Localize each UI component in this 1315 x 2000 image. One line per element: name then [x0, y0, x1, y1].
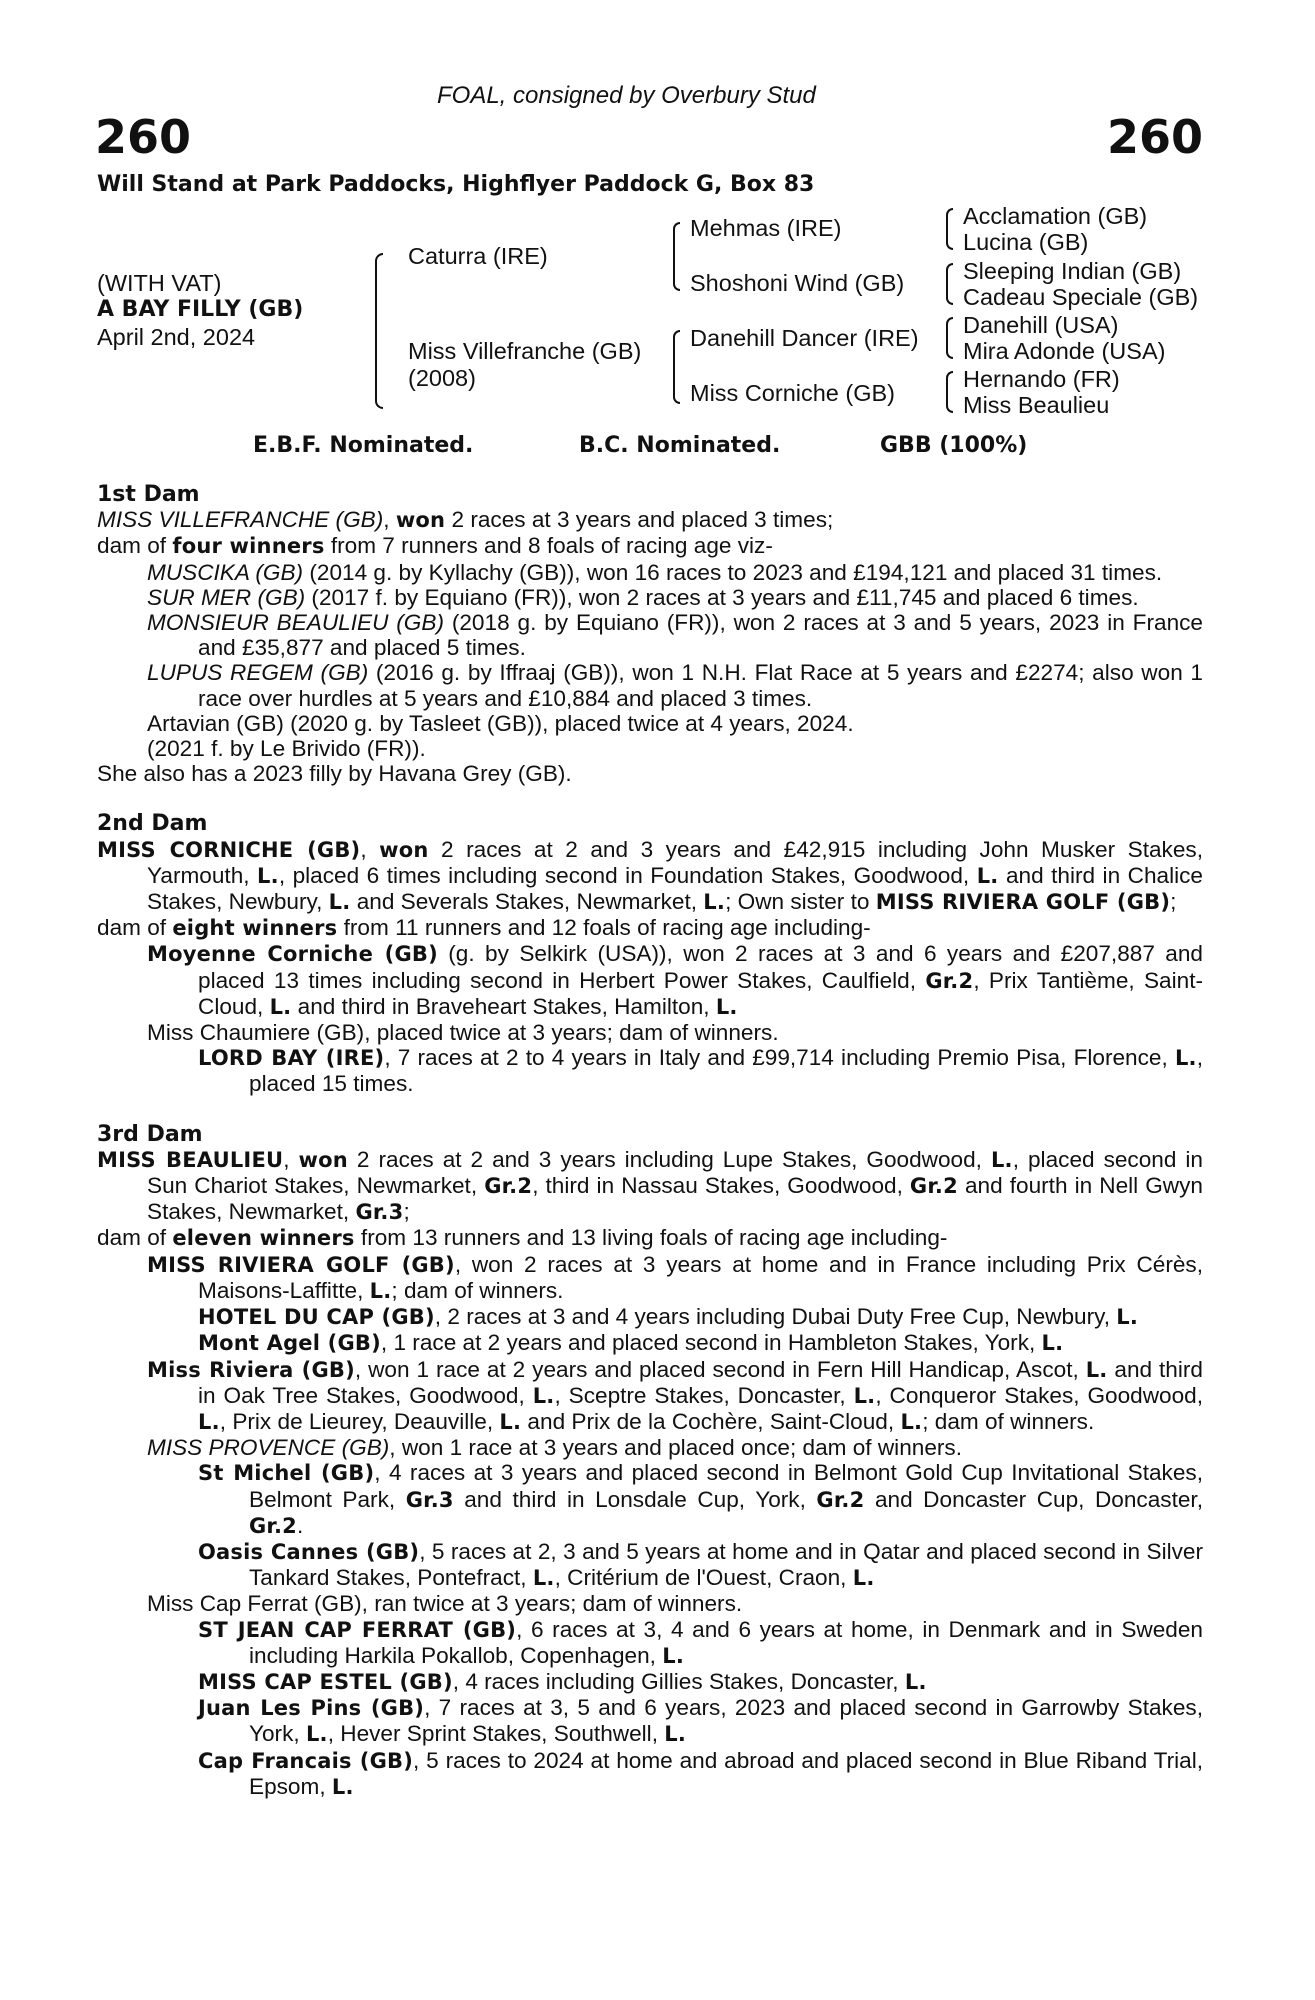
gg-5: Danehill (USA) [963, 312, 1119, 338]
gg-8: Miss Beaulieu [963, 392, 1110, 418]
gg-6: Mira Adonde (USA) [963, 338, 1166, 364]
gg-3: Sleeping Indian (GB) [963, 258, 1182, 284]
brace-sire [673, 222, 680, 291]
gg-1: Acclamation (GB) [963, 203, 1148, 229]
section-heading-2nd-dam: 2nd Dam [97, 811, 208, 837]
produce-entry: LUPUS REGEM (GB) (2016 g. by Iffraaj (GB)), won 1 N.H. Flat Race at 5 years and £2274; also won 1 race over hurdles at 5 years and £10,884 and placed 3 times. [147, 660, 1203, 711]
dam-entry: MISS BEAULIEU, won 2 races at 2 and 3 years including Lupe Stakes, Goodwood, L., placed second in Sun Chariot Stakes, Newmarket, Gr.2, third in Nassau Stakes, Goodwood, Gr.2 and fourth in Nell Gwyn Stakes, Newmarket, Gr.3; [97, 1146, 1203, 1225]
grand-produce-entry: Mont Agel (GB), 1 race at 2 years and placed second in Hambleton Stakes, York, L. [198, 1330, 1064, 1356]
gg-4: Cadeau Speciale (GB) [963, 284, 1199, 310]
produce-entry: MUSCIKA (GB) (2014 g. by Kyllachy (GB)), won 16 races to 2023 and £194,121 and placed 31 times. [147, 559, 1163, 585]
brace-g1 [946, 208, 953, 250]
section-heading-3rd-dam: 3rd Dam [97, 1121, 203, 1147]
section-heading-1st-dam: 1st Dam [97, 482, 200, 507]
dam-entry: MISS CORNICHE (GB), won 2 races at 2 and 3 years and £42,915 including John Musker Stakes, Yarmouth, L., placed 6 times including second in Foundation Stakes, Goodwood, L. and third in Chalice Stakes, Newbury, L. and Severals Stakes, Newmarket, L.; Own sister to MISS RIVIERA GOLF (GB); [97, 836, 1203, 915]
lot-number-left: 260 [95, 110, 192, 164]
produce-entry: Miss Chaumiere (GB), placed twice at 3 years; dam of winners. [147, 1020, 779, 1046]
dam-entry: MISS VILLEFRANCHE (GB), won 2 races at 3 years and placed 3 times; [97, 507, 834, 533]
brace-g2 [946, 263, 953, 305]
grand-produce-entry: HOTEL DU CAP (GB), 2 races at 3 and 4 years including Dubai Duty Free Cup, Newbury, L. [198, 1304, 1139, 1330]
dam-dam: Miss Corniche (GB) [690, 380, 896, 406]
dam-produce-summary: dam of eleven winners from 13 runners and 13 living foals of racing age including- [97, 1225, 948, 1251]
dam-year: (2008) [408, 365, 476, 391]
grand-produce-entry: ST JEAN CAP FERRAT (GB), 6 races at 3, 4 and 6 years at home, in Denmark and in Sweden including Harkila Pokallob, Copenhagen, L. [198, 1616, 1203, 1668]
brace-gen1 [375, 253, 383, 409]
dam-sire: Danehill Dancer (IRE) [690, 325, 919, 351]
grand-produce-entry: St Michel (GB), 4 races at 3 years and placed second in Belmont Gold Cup Invitational Stakes, Belmont Park, Gr.3 and third in Lonsdale Cup, York, Gr.2 and Doncaster Cup, Doncaster, Gr.2. [198, 1460, 1203, 1538]
grand-produce-entry: Oasis Cannes (GB), 5 races at 2, 3 and 5 years at home and in Qatar and placed second in Silver Tankard Stakes, Pontefract, L., Critérium de l'Ouest, Craon, L. [198, 1538, 1203, 1591]
produce-entry: MONSIEUR BEAULIEU (GB) (2018 g. by Equiano (FR)), won 2 races at 3 and 5 years, 2023 in France and £35,877 and placed 5 times. [147, 610, 1204, 661]
foal-dob: April 2nd, 2024 [97, 324, 256, 350]
gbb-rating: GBB (100%) [880, 433, 1028, 458]
ebf-nomination: E.B.F. Nominated. [253, 433, 474, 458]
grand-produce-entry: LORD BAY (IRE), 7 races at 2 to 4 years in Italy and £99,714 including Premio Pisa, Florence, L., placed 15 times. [198, 1045, 1203, 1097]
vat-label: (WITH VAT) [97, 270, 222, 296]
bc-nomination: B.C. Nominated. [579, 433, 781, 458]
lot-number-right: 260 [1106, 110, 1203, 164]
produce-entry: SUR MER (GB) (2017 f. by Equiano (FR)), won 2 races at 3 years and £11,745 and placed 6 times. [147, 584, 1139, 610]
brace-g4 [946, 371, 953, 413]
sire: Caturra (IRE) [408, 243, 548, 269]
stand-location: Will Stand at Park Paddocks, Highflyer Paddock G, Box 83 [97, 172, 815, 197]
dam: Miss Villefranche (GB) [408, 338, 642, 364]
grand-produce-entry: Juan Les Pins (GB), 7 races at 3, 5 and 6 years, 2023 and placed second in Garrowby Stakes, York, L., Hever Sprint Stakes, Southwell, L. [198, 1695, 1203, 1747]
brace-dam [673, 330, 680, 404]
dam-produce-summary: dam of four winners from 7 runners and 8 foals of racing age viz- [97, 533, 773, 559]
produce-entry: (2021 f. by Le Brivido (FR)). [147, 736, 426, 762]
produce-entry: Moyenne Corniche (GB) (g. by Selkirk (USA)), won 2 races at 3 and 6 years and £207,887 and placed 13 times including second in Herbert Power Stakes, Caulfield, Gr.2, Prix Tantième, Saint-Cloud, L. and third in Braveheart Stakes, Hamilton, L. [147, 941, 1203, 1019]
grand-produce-entry: MISS CAP ESTEL (GB), 4 races including Gillies Stakes, Doncaster, L. [198, 1668, 927, 1694]
sire-sire: Mehmas (IRE) [690, 215, 842, 241]
grand-produce-entry: Cap Francais (GB), 5 races to 2024 at home and abroad and placed second in Blue Riband Trial, Epsom, L. [198, 1747, 1204, 1799]
brace-g3 [946, 317, 953, 359]
sire-dam: Shoshoni Wind (GB) [690, 270, 905, 296]
produce-entry: Miss Cap Ferrat (GB), ran twice at 3 years; dam of winners. [147, 1591, 743, 1617]
gg-2: Lucina (GB) [963, 229, 1089, 255]
foal-name: A BAY FILLY (GB) [97, 297, 304, 322]
produce-entry: Miss Riviera (GB), won 1 race at 2 years and placed second in Fern Hill Handicap, Ascot, L. and third in Oak Tree Stakes, Goodwood, L., Sceptre Stakes, Doncaster, L., Conqueror Stakes, Goodwood, L., Prix de Lieurey, Deauville, L. and Prix de la Cochère, Saint-Cloud, L.; dam of winners. [147, 1356, 1204, 1434]
dam-produce-summary: dam of eight winners from 11 runners and 12 foals of racing age including- [97, 915, 871, 941]
gg-7: Hernando (FR) [963, 366, 1120, 392]
produce-entry: Artavian (GB) (2020 g. by Tasleet (GB)), placed twice at 4 years, 2024. [147, 710, 854, 736]
produce-entry: MISS RIVIERA GOLF (GB), won 2 races at 3 years at home and in France including Prix Cérès, Maisons-Laffitte, L.; dam of winners. [147, 1251, 1204, 1303]
catalogue-body [97, 482, 1203, 1800]
produce-entry: MISS PROVENCE (GB), won 1 race at 3 years and placed once; dam of winners. [147, 1435, 962, 1461]
consignor-line: FOAL, consigned by Overbury Stud [437, 82, 816, 109]
produce-note: She also has a 2023 filly by Havana Grey (GB). [97, 761, 572, 787]
